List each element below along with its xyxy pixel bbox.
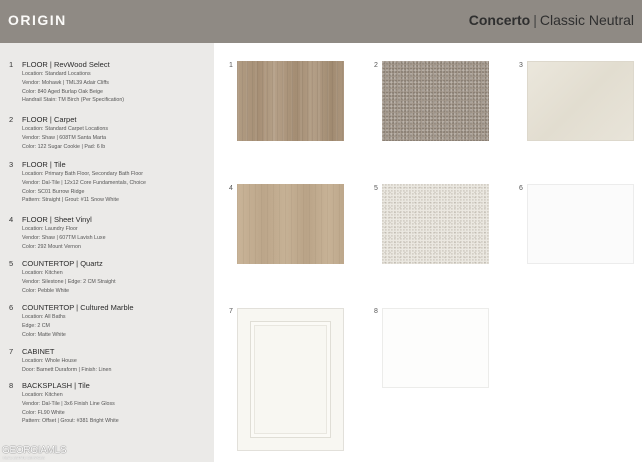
swatch-number: 4 [229,185,233,192]
spec-number: 3 [9,160,14,169]
spec-line: Color: 840 Aged Burlap Oak Beige [22,88,103,95]
spec-line: Location: Primary Bath Floor, Secondary Bath Floor [22,171,144,177]
spec-line: Vendor: Shaw | 607TM Lavish Luxe [22,234,106,241]
spec-line: Pattern: Straight | Grout: #11 Snow White [22,197,119,204]
collection-name: Concerto [468,12,531,28]
swatch-number: 2 [374,62,378,69]
title-separator: | [533,12,537,28]
georgiamls-logo [2,445,72,462]
spec-line: Vendor: Dal-Tile | 12x12 Core Fundamentals, Choice [22,179,146,186]
spec-list [0,43,214,462]
spec-line: Vendor: Silestone | Edge: 2 CM Straight [22,278,116,285]
spec-line: Pattern: Offset | Grout: #381 Bright White [22,418,119,425]
spec-number: 6 [9,303,14,312]
spec-heading: CABINET [22,347,55,356]
spec-line: Location: All Baths [22,314,66,320]
swatch-number: 8 [374,308,378,315]
swatch-cabinet-door [237,308,344,451]
spec-heading: COUNTERTOP | Cultured Marble [22,303,134,312]
swatch-carpet [382,61,489,141]
spec-line: Handrail Stain: TM Birch (Per Specification) [22,97,125,104]
page-title [469,12,634,28]
spec-heading: BACKSPLASH | Tile [22,381,90,390]
swatch-number: 3 [519,62,523,69]
swatch-sheet-vinyl [237,184,344,264]
logo-name: GEORGIAMLS [2,445,67,456]
scheme-name: Classic Neutral [539,12,634,28]
spec-line: Location: Standard Carpet Locations [22,126,108,132]
spec-line: Vendor: Shaw | 608TM Santa Marta [22,134,107,141]
spec-number: 5 [9,259,14,268]
spec-line: Color: 122 Sugar Cookie | Pad: 6 lb [22,143,106,150]
spec-line: Edge: 2 CM [22,322,50,329]
spec-heading: FLOOR | Sheet Vinyl [22,215,92,224]
spec-line: Location: Standard Locations [22,71,91,77]
spec-number: 1 [9,60,14,69]
spec-heading: FLOOR | Tile [22,160,66,169]
swatch-number: 6 [519,185,523,192]
spec-line: Color: FL90 White [22,409,65,416]
spec-heading: FLOOR | RevWood Select [22,60,110,69]
spec-line: Location: Whole House [22,358,77,364]
spec-heading: COUNTERTOP | Quartz [22,259,103,268]
spec-number: 8 [9,381,14,390]
swatch-number: 7 [229,308,233,315]
spec-number: 4 [9,215,14,224]
swatch-backsplash [382,308,489,388]
swatch-wood-floor [237,61,344,141]
swatch-quartz [382,184,489,264]
spec-line: Vendor: Mohawk | TML39 Adair Cliffs [22,79,109,86]
spec-number: 2 [9,115,14,124]
spec-line: Door: Barnett Duraform | Finish: Linen [22,366,112,373]
swatch-tile [527,61,634,141]
header-bar [0,0,642,43]
swatch-number: 1 [229,62,233,69]
spec-heading: FLOOR | Carpet [22,115,77,124]
spec-line: Color: Pebble White [22,287,70,294]
spec-line: Color: Matte White [22,331,66,338]
logo-subtitle: REAL ESTATE SERVICES [3,456,45,460]
swatch-grid [214,43,642,462]
swatch-cultured-marble [527,184,634,264]
spec-line: Location: Kitchen [22,270,63,276]
swatch-number: 5 [374,185,378,192]
spec-line: Location: Laundry Floor [22,226,78,232]
spec-line: Color: SC01 Burrow Ridge [22,188,85,195]
cabinet-panel [250,321,331,438]
spec-line: Location: Kitchen [22,392,63,398]
spec-line: Color: 292 Mount Vernon [22,243,81,250]
spec-number: 7 [9,347,14,356]
brand-logo: ORIGIN [8,12,67,28]
spec-line: Vendor: Dal-Tile | 3x6 Finish Line Gloss [22,400,115,407]
